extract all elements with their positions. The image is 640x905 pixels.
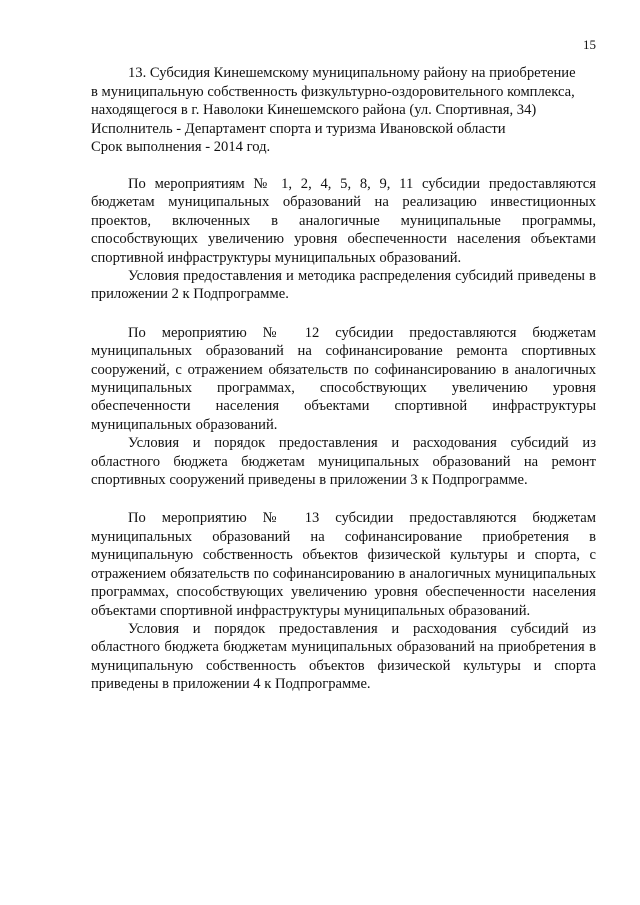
heading-executor-line: Исполнитель - Департамент спорта и туризма Ивановской области [91, 120, 506, 137]
heading-deadline-line: Срок выполнения - 2014 год. [91, 139, 271, 156]
section-heading [91, 64, 596, 157]
paragraph-measure-13: По мероприятию № 13 субсидии предоставляются бюджетам муниципальных образований на софинансирование приобретения в муниципальную собственность объектов физической культуры и спорта, с отражением обязательств по софинансированию в аналогичных муниципальных программах, способствующих увеличению уровня обеспеченности населения объектами спортивной инфраструктуры муниципальных образований. [91, 510, 596, 619]
paragraph-appendix-4-reference: Условия и порядок предоставления и расходования субсидий из областного бюджета бюджетам муниципальных образований на приобретения в муниципальную собственность объектов физической культуры и спорта приведены в приложении 4 к Подпрограмме. [91, 620, 596, 693]
heading-title-line-3: находящегося в г. Наволоки Кинешемского района (ул. Спортивная, 34) [91, 102, 537, 119]
paragraph-measure-12: По мероприятию № 12 субсидии предоставляются бюджетам муниципальных образований на софинансирование ремонта спортивных сооружений, с отражением обязательств по софинансированию в аналогичных муниципальных программах, способствующих увеличению уровня обеспеченности населения объектами спортивной инфраструктуры муниципальных образований. [91, 324, 596, 433]
heading-title-line-1: 13. Субсидия Кинешемскому муниципальному району на приобретение [128, 65, 576, 81]
heading-title-line-2: в муниципальную собственность физкультурно-оздоровительного комплекса, [91, 83, 575, 100]
paragraph-appendix-2-reference: Условия предоставления и методика распределения субсидий приведены в приложении 2 к Подпрограмме. [91, 268, 596, 303]
document-body [91, 64, 596, 694]
paragraph-appendix-3-reference: Условия и порядок предоставления и расходования субсидий из областного бюджета бюджетам муниципальных образований на ремонт спортивных сооружений приведены в приложении 3 к Подпрограмме. [91, 435, 596, 489]
page-number: 15 [583, 37, 596, 52]
paragraph-investment-subsidies: По мероприятиям № 1, 2, 4, 5, 8, 9, 11 субсидии предоставляются бюджетам муниципальных образований на реализацию инвестиционных проектов, включенных в аналогичные муниципальные программы, способствующих увеличению уровня обеспеченности населения объектами спортивной инфраструктуры муниципальных образований. [91, 175, 596, 266]
